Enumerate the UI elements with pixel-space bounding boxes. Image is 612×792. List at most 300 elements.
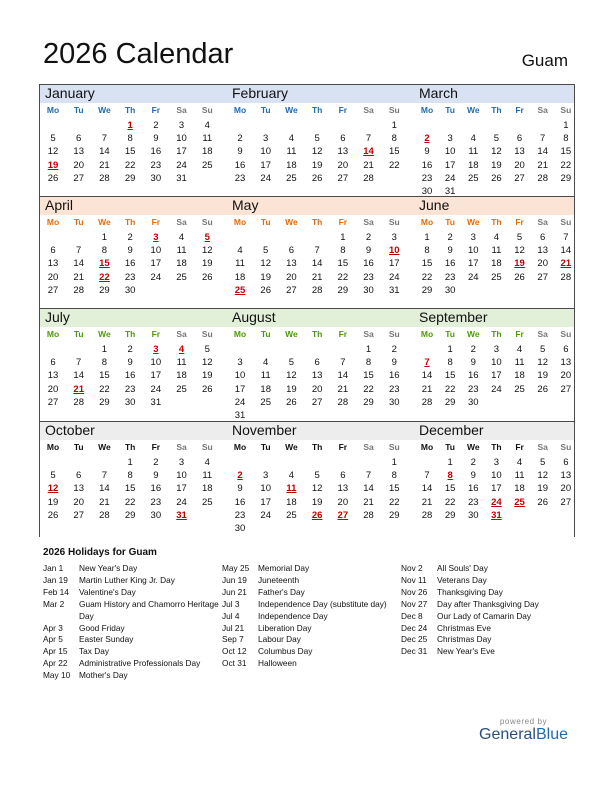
holiday-date: Dec 31 [401,646,428,657]
day-cell: 17 [491,370,502,382]
day-cell: 27 [514,172,525,184]
day-cell: 1 [340,232,346,243]
weekday-header: Mo [46,442,60,452]
weekday-header: Sa [363,329,374,339]
day-cell: 19 [311,159,323,171]
day-cell: 16 [234,159,246,171]
holiday-date: Dec 8 [401,610,423,621]
holiday-day: 3 [153,232,159,243]
holiday-date: Nov 11 [401,574,427,585]
day-cell: 1 [391,120,397,131]
day-cell: 1 [101,232,108,243]
day-cell: 9 [153,133,159,145]
day-cell: 6 [563,344,569,355]
day-cell: 18 [514,483,525,495]
weekday-header: We [98,105,111,115]
day-cell: 11 [286,146,297,158]
month-july [40,308,226,421]
day-cell: 1 [447,344,453,355]
holiday-date: Jul 21 [222,622,245,633]
day-cell: 24 [176,159,187,171]
weekday-header: Tu [260,442,271,452]
day-cell: 5 [516,232,523,243]
weekday-header: Tu [73,105,84,115]
day-cell: 13 [560,357,572,369]
day-cell: 21 [311,271,323,283]
day-cell: 22 [124,159,136,171]
weekday-header: Mo [233,329,247,339]
day-cell: 26 [514,271,525,283]
holiday-date: Jun 19 [222,574,247,585]
day-cell: 1 [101,344,108,355]
day-cell: 30 [150,172,162,184]
holiday-day: 5 [204,232,210,243]
day-cell: 25 [201,159,213,171]
day-cell: 11 [514,357,525,369]
day-cell: 12 [311,146,323,158]
day-cell: 5 [50,133,56,145]
weekday-header: We [98,442,111,452]
day-cell: 16 [388,370,400,382]
day-cell: 22 [560,159,572,171]
day-cell: 2 [365,232,372,243]
day-cell: 23 [150,496,162,508]
day-cell: 15 [124,483,136,495]
day-cell: 30 [124,396,136,408]
day-cell: 23 [388,383,400,395]
month-name: December [419,422,484,438]
holiday-day: 3 [153,344,159,355]
weekday-header: Fr [151,442,161,452]
holiday-name: Juneteenth [258,574,300,585]
day-cell: 25 [286,172,297,184]
day-cell: 14 [99,146,110,158]
weekday-header: Fr [338,442,348,452]
day-cell: 11 [176,357,187,369]
holiday-date: Jul 3 [222,598,240,609]
weekday-header: Mo [420,329,434,339]
day-cell: 6 [314,357,320,369]
day-cell: 15 [337,258,349,270]
day-cell: 28 [537,172,548,184]
day-cell: 5 [314,470,320,482]
day-cell: 3 [470,232,476,243]
day-cell: 25 [201,496,213,508]
weekday-header: Su [560,217,572,227]
month-name: January [45,85,95,101]
weekday-header: We [466,329,480,339]
holiday-entry [43,670,223,682]
weekday-header: Th [491,105,502,115]
day-cell: 17 [150,370,162,382]
day-cell: 10 [260,146,271,158]
day-cell: 10 [467,245,479,257]
day-cell: 16 [444,258,456,270]
day-cell: 30 [467,509,479,521]
day-cell: 21 [337,383,349,395]
powered-by-text: powered by [499,717,548,726]
day-cell: 29 [363,396,374,408]
holiday-entry [222,646,402,658]
day-cell: 27 [73,172,84,184]
day-cell: 5 [204,344,210,355]
weekday-header: Sa [363,442,374,452]
day-cell: 17 [260,496,271,508]
day-cell: 20 [560,483,572,495]
day-cell: 20 [47,383,59,395]
day-cell: 11 [468,146,479,158]
weekday-header: Th [491,329,502,339]
day-cell: 30 [444,284,456,296]
day-cell: 28 [73,396,84,408]
weekday-header: Fr [151,329,161,339]
day-cell: 19 [260,271,271,283]
weekday-header: Fr [338,217,348,227]
weekday-header: Tu [445,217,456,227]
weekday-header: Mo [420,442,434,452]
weekday-header: Su [388,329,400,339]
day-cell: 4 [493,232,500,243]
holiday-entry [401,575,576,587]
day-cell: 14 [560,245,572,257]
holiday-entry [222,599,402,611]
day-cell: 29 [124,172,136,184]
day-cell: 22 [363,383,374,395]
weekday-header: Sa [176,217,187,227]
day-cell: 2 [153,457,159,468]
day-cell: 19 [537,370,548,382]
day-cell: 29 [124,509,136,521]
weekday-header: Mo [46,105,60,115]
month-name: October [45,422,95,438]
weekday-header: Sa [176,329,187,339]
day-cell: 26 [311,172,323,184]
day-cell: 13 [514,146,525,158]
holiday-entry [43,575,223,587]
day-cell: 6 [340,470,346,482]
day-cell: 8 [127,470,133,482]
month-june [414,196,600,309]
day-cell: 5 [540,457,546,468]
day-cell: 22 [444,383,456,395]
holiday-entry [401,634,576,646]
day-cell: 11 [202,470,213,482]
weekday-header: Th [311,329,323,339]
day-cell: 6 [76,133,82,145]
day-cell: 10 [491,470,502,482]
weekday-header: Tu [260,217,271,227]
holiday-name: Labour Day [258,634,301,645]
holiday-column-1 [43,563,223,682]
day-cell: 30 [124,284,136,296]
day-cell: 30 [150,509,162,521]
day-cell: 29 [444,509,456,521]
holiday-name: Thanksgiving Day [437,586,503,597]
day-cell: 10 [150,357,162,369]
day-cell: 14 [99,483,110,495]
day-cell: 17 [467,258,479,270]
day-cell: 21 [537,159,548,171]
day-cell: 11 [491,245,502,257]
day-cell: 5 [314,133,320,145]
weekday-header: Sa [537,105,548,115]
day-cell: 26 [260,284,271,296]
day-cell: 21 [99,496,110,508]
day-cell: 25 [286,509,297,521]
day-cell: 27 [311,396,323,408]
day-cell: 15 [421,258,433,270]
weekday-header: Su [201,442,213,452]
day-cell: 25 [176,383,187,395]
day-cell: 17 [150,258,162,270]
day-cell: 13 [560,470,572,482]
generalblue-logo [479,717,568,744]
day-cell: 9 [470,470,476,482]
day-cell: 10 [491,357,502,369]
day-cell: 31 [150,396,162,408]
holiday-name: Liberation Day [258,622,312,633]
day-cell: 27 [47,396,59,408]
day-cell: 21 [363,496,374,508]
holiday-day: 25 [234,284,246,296]
month-name: March [419,85,458,101]
day-cell: 15 [444,483,456,495]
day-cell: 9 [237,483,243,495]
day-cell: 1 [365,344,372,355]
brand-blue: Blue [535,726,568,743]
holiday-name: Guam History and Chamorro Heritage Day [79,598,219,621]
day-cell: 28 [99,509,110,521]
holiday-day: 8 [447,470,453,482]
weekday-header: Sa [537,217,548,227]
day-cell: 12 [491,146,502,158]
weekday-header: Mo [233,105,247,115]
holiday-date: May 25 [222,563,250,573]
day-cell: 9 [447,245,453,257]
weekday-header: Tu [260,329,271,339]
day-cell: 24 [491,383,502,395]
day-cell: 19 [537,483,548,495]
day-cell: 24 [444,172,456,184]
brand-name [479,726,568,744]
day-cell: 6 [76,470,82,482]
holiday-day: 26 [311,509,323,521]
holidays-title: 2026 Holidays for Guam [43,547,157,558]
month-march [414,84,600,197]
weekday-header: Mo [46,217,60,227]
day-cell: 20 [311,383,323,395]
day-cell: 11 [514,470,525,482]
page-title: 2026 Calendar [43,38,234,70]
holiday-entry [401,623,576,635]
day-cell: 2 [470,457,476,468]
day-cell: 12 [201,357,213,369]
day-cell: 7 [76,245,82,257]
month-october [40,421,226,534]
day-cell: 18 [491,258,502,270]
day-cell: 20 [73,159,84,171]
holiday-entry [43,658,223,670]
day-cell: 29 [444,396,456,408]
day-cell: 14 [73,370,84,382]
day-cell: 31 [234,410,246,421]
day-cell: 24 [467,271,479,283]
weekday-header: We [98,329,111,339]
day-cell: 21 [421,383,433,395]
day-cell: 7 [340,357,346,369]
holiday-entry [222,634,402,646]
month-name: February [232,85,289,101]
holiday-day: 31 [491,509,502,521]
day-cell: 6 [340,133,346,145]
holiday-day: 15 [99,258,110,270]
day-cell: 16 [150,146,162,158]
day-cell: 26 [47,172,59,184]
holiday-entry [43,634,223,646]
holiday-entry [222,563,402,575]
day-cell: 24 [150,271,162,283]
day-cell: 9 [391,357,397,369]
month-name: November [232,422,297,438]
holiday-date: Oct 12 [222,646,247,657]
day-cell: 29 [337,284,349,296]
day-cell: 9 [470,357,476,369]
day-cell: 27 [73,509,84,521]
day-cell: 20 [47,271,59,283]
holiday-name: New Year's Day [79,563,138,573]
weekday-header: Sa [537,442,548,452]
holiday-date: Jan 1 [43,563,64,573]
day-cell: 23 [150,159,162,171]
holiday-day: 21 [73,383,84,395]
weekday-header: Su [560,329,572,339]
month-august [227,308,413,421]
day-cell: 3 [391,232,397,243]
holiday-name: Our Lady of Camarin Day [437,610,532,621]
day-cell: 4 [516,457,523,468]
weekday-header: Th [311,217,323,227]
day-cell: 16 [421,159,433,171]
day-cell: 15 [99,370,110,382]
holiday-date: Apr 15 [43,646,68,657]
holiday-name: Halloween [258,658,297,669]
day-cell: 7 [76,357,82,369]
day-cell: 18 [201,146,213,158]
day-cell: 21 [363,159,374,171]
day-cell: 20 [537,258,548,270]
day-cell: 1 [447,457,453,468]
day-cell: 15 [388,146,400,158]
month-name: June [419,197,450,213]
day-cell: 8 [391,470,397,482]
holiday-day: 2 [424,133,430,145]
holiday-date: May 10 [43,670,71,681]
month-january [40,84,226,197]
day-cell: 30 [388,396,400,408]
day-cell: 19 [201,370,213,382]
day-cell: 24 [150,383,162,395]
holiday-column-2 [222,563,402,670]
day-cell: 13 [47,370,59,382]
day-cell: 21 [421,496,433,508]
day-cell: 22 [444,496,456,508]
holiday-name: Day after Thanksgiving Day [437,598,539,609]
weekday-header: We [285,105,298,115]
holiday-name: Memorial Day [258,563,310,573]
day-cell: 20 [560,370,572,382]
day-cell: 17 [234,383,246,395]
day-cell: 24 [260,172,271,184]
holiday-day: 2 [237,470,243,482]
month-november [227,421,413,534]
day-cell: 5 [50,470,56,482]
weekday-header: We [285,329,298,339]
holiday-entry [401,599,576,611]
day-cell: 16 [467,370,479,382]
weekday-header: Tu [445,442,456,452]
holiday-column-3 [401,563,576,658]
holiday-date: Jun 21 [222,586,247,597]
day-cell: 25 [176,271,187,283]
weekday-header: Tu [445,329,456,339]
weekday-header: Th [491,442,502,452]
day-cell: 18 [467,159,479,171]
day-cell: 12 [47,146,59,158]
day-cell: 8 [391,133,397,145]
day-cell: 15 [124,146,136,158]
day-cell: 17 [388,258,400,270]
weekday-header: Fr [151,217,161,227]
day-cell: 23 [421,172,433,184]
month-april [40,196,226,309]
day-cell: 9 [237,146,243,158]
weekday-header: Su [388,105,400,115]
holiday-date: Apr 22 [43,658,68,669]
weekday-header: Sa [363,105,374,115]
day-cell: 18 [176,370,187,382]
day-cell: 23 [234,509,246,521]
day-cell: 27 [47,284,59,296]
day-cell: 15 [363,370,374,382]
holiday-entry [222,575,402,587]
day-cell: 29 [99,284,110,296]
weekday-header: Mo [233,217,247,227]
holiday-name: Good Friday [79,622,125,633]
holiday-name: New Year's Eve [437,646,495,657]
day-cell: 9 [127,245,133,257]
month-name: July [45,309,70,325]
day-cell: 3 [237,357,243,369]
holiday-date: Nov 2 [401,563,423,573]
holiday-date: Apr 3 [43,622,63,633]
holiday-day: 4 [178,344,185,355]
day-cell: 26 [491,172,502,184]
day-cell: 14 [73,258,84,270]
weekday-header: Tu [73,329,84,339]
holiday-entry [222,611,402,623]
day-cell: 19 [491,159,502,171]
day-cell: 16 [467,483,479,495]
day-cell: 28 [560,271,572,283]
day-cell: 5 [263,245,269,257]
holiday-name: Easter Sunday [79,634,134,645]
weekday-header: Sa [363,217,374,227]
day-cell: 3 [493,344,500,355]
day-cell: 26 [537,496,548,508]
weekday-header: Fr [515,217,524,227]
day-cell: 28 [337,396,349,408]
day-cell: 27 [286,284,297,296]
